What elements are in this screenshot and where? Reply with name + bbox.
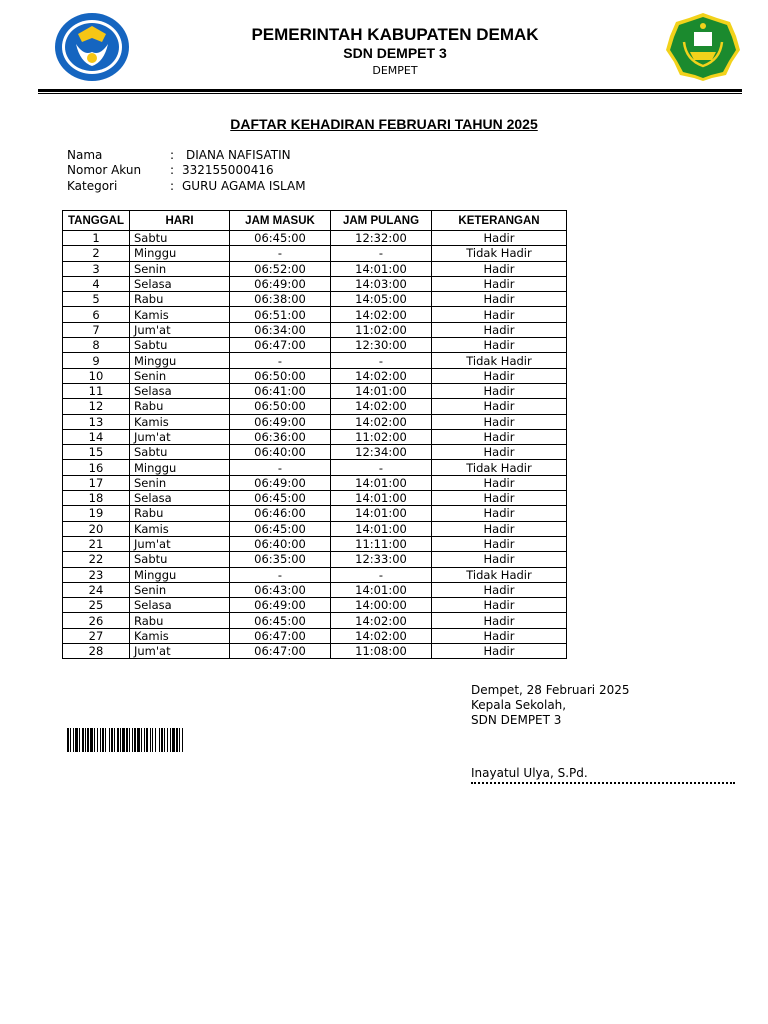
cell-date: 20: [63, 521, 130, 536]
cell-date: 12: [63, 399, 130, 414]
barcode-bar: [117, 728, 119, 752]
barcode-bar: [94, 728, 95, 752]
cell-date: 17: [63, 475, 130, 490]
cell-time-in: 06:52:00: [230, 261, 331, 276]
info-colon: :: [170, 163, 175, 177]
cell-time-in: 06:41:00: [230, 383, 331, 398]
cell-time-out: -: [331, 460, 432, 475]
barcode-bar: [87, 728, 89, 752]
table-row: [63, 460, 567, 475]
table-row: [63, 399, 567, 414]
cell-date: 9: [63, 353, 130, 368]
column-header: JAM MASUK: [230, 211, 331, 231]
cell-date: 8: [63, 338, 130, 353]
header-government-name: PEMERINTAH KABUPATEN DEMAK: [251, 25, 539, 44]
cell-status: Hadir: [432, 644, 567, 659]
cell-time-out: 14:03:00: [331, 276, 432, 291]
barcode-bar: [82, 728, 84, 752]
table-row: [63, 536, 567, 551]
table-row: [63, 521, 567, 536]
cell-time-out: 12:33:00: [331, 552, 432, 567]
cell-time-out: 14:01:00: [331, 491, 432, 506]
cell-status: Hadir: [432, 475, 567, 490]
cell-status: Hadir: [432, 399, 567, 414]
barcode-bar: [67, 728, 69, 752]
cell-day: Jum'at: [130, 429, 230, 444]
cell-status: Hadir: [432, 429, 567, 444]
info-label: Nama: [67, 148, 103, 162]
cell-time-out: 14:02:00: [331, 613, 432, 628]
cell-time-out: -: [331, 353, 432, 368]
barcode-bar: [73, 728, 74, 752]
cell-date: 5: [63, 292, 130, 307]
cell-time-in: 06:50:00: [230, 399, 331, 414]
cell-time-in: 06:43:00: [230, 582, 331, 597]
cell-status: Hadir: [432, 276, 567, 291]
barcode-bar: [167, 728, 168, 752]
cell-status: Hadir: [432, 307, 567, 322]
table-row: [63, 445, 567, 460]
table-row: [63, 261, 567, 276]
table-row: [63, 567, 567, 582]
cell-time-in: 06:45:00: [230, 613, 331, 628]
cell-status: Hadir: [432, 383, 567, 398]
cell-status: Hadir: [432, 506, 567, 521]
table-row: [63, 307, 567, 322]
cell-time-out: 14:05:00: [331, 292, 432, 307]
cell-date: 14: [63, 429, 130, 444]
cell-status: Hadir: [432, 613, 567, 628]
header-divider-thin: [38, 93, 742, 94]
cell-time-out: 14:01:00: [331, 383, 432, 398]
cell-date: 4: [63, 276, 130, 291]
cell-time-out: 12:34:00: [331, 445, 432, 460]
cell-time-in: -: [230, 353, 331, 368]
barcode-bar: [152, 728, 153, 752]
barcode-bar: [114, 728, 115, 752]
cell-date: 2: [63, 246, 130, 261]
cell-day: Minggu: [130, 246, 230, 261]
barcode-bar: [134, 728, 136, 752]
cell-time-in: 06:50:00: [230, 368, 331, 383]
cell-status: Tidak Hadir: [432, 567, 567, 582]
table-row: [63, 322, 567, 337]
table-row: [63, 338, 567, 353]
table-row: [63, 246, 567, 261]
cell-day: Kamis: [130, 307, 230, 322]
table-row: [63, 582, 567, 597]
kemenag-logo: [664, 12, 742, 82]
cell-status: Hadir: [432, 536, 567, 551]
column-header: HARI: [130, 211, 230, 231]
cell-time-out: 11:02:00: [331, 322, 432, 337]
barcode-bar: [179, 728, 180, 752]
column-header: TANGGAL: [63, 211, 130, 231]
cell-time-in: 06:40:00: [230, 536, 331, 551]
cell-time-out: -: [331, 246, 432, 261]
cell-time-out: 14:01:00: [331, 475, 432, 490]
info-label: Nomor Akun: [67, 163, 142, 177]
signature-name: Inayatul Ulya, S.Pd.: [471, 766, 588, 780]
cell-time-in: 06:49:00: [230, 598, 331, 613]
barcode-bar: [79, 728, 80, 752]
cell-day: Selasa: [130, 598, 230, 613]
cell-status: Hadir: [432, 338, 567, 353]
cell-time-out: 12:30:00: [331, 338, 432, 353]
cell-date: 15: [63, 445, 130, 460]
cell-day: Jum'at: [130, 536, 230, 551]
cell-time-out: 14:02:00: [331, 368, 432, 383]
barcode-bar: [176, 728, 178, 752]
cell-time-in: 06:47:00: [230, 338, 331, 353]
cell-date: 26: [63, 613, 130, 628]
cell-time-in: 06:47:00: [230, 628, 331, 643]
info-colon: :: [170, 179, 175, 193]
cell-day: Rabu: [130, 399, 230, 414]
signature-place-date: Dempet, 28 Februari 2025: [471, 683, 630, 697]
cell-day: Minggu: [130, 353, 230, 368]
cell-date: 11: [63, 383, 130, 398]
barcode-bar: [90, 728, 93, 752]
barcode-bar: [122, 728, 125, 752]
cell-time-in: 06:49:00: [230, 276, 331, 291]
cell-time-in: 06:47:00: [230, 644, 331, 659]
cell-date: 21: [63, 536, 130, 551]
header-divider-thick: [38, 89, 742, 92]
barcode-bar: [75, 728, 78, 752]
cell-day: Selasa: [130, 276, 230, 291]
barcode-bar: [111, 728, 113, 752]
cell-day: Kamis: [130, 628, 230, 643]
cell-time-in: 06:45:00: [230, 231, 331, 246]
table-row: [63, 353, 567, 368]
cell-status: Hadir: [432, 598, 567, 613]
cell-date: 25: [63, 598, 130, 613]
info-label: Kategori: [67, 179, 118, 193]
cell-time-in: 06:35:00: [230, 552, 331, 567]
cell-time-in: 06:34:00: [230, 322, 331, 337]
cell-date: 28: [63, 644, 130, 659]
barcode-bar: [172, 728, 175, 752]
cell-day: Senin: [130, 475, 230, 490]
table-row: [63, 628, 567, 643]
cell-status: Hadir: [432, 552, 567, 567]
tut-wuri-handayani-logo: [54, 12, 130, 82]
attendance-table: [62, 210, 567, 659]
column-header: KETERANGAN: [432, 211, 567, 231]
barcode-bar: [85, 728, 86, 752]
cell-day: Minggu: [130, 567, 230, 582]
cell-day: Senin: [130, 261, 230, 276]
info-value: 332155000416: [182, 163, 274, 177]
cell-time-in: 06:45:00: [230, 521, 331, 536]
barcode-bar: [100, 728, 101, 752]
barcode-bar: [120, 728, 121, 752]
cell-status: Hadir: [432, 582, 567, 597]
info-colon: :: [170, 148, 175, 162]
cell-time-in: -: [230, 460, 331, 475]
barcode-bar: [137, 728, 140, 752]
cell-time-in: 06:46:00: [230, 506, 331, 521]
header-location: DEMPET: [372, 64, 418, 77]
cell-time-out: 14:02:00: [331, 414, 432, 429]
cell-date: 22: [63, 552, 130, 567]
barcode-bar: [132, 728, 133, 752]
cell-date: 16: [63, 460, 130, 475]
cell-date: 6: [63, 307, 130, 322]
table-row: [63, 598, 567, 613]
cell-day: Sabtu: [130, 445, 230, 460]
info-value: GURU AGAMA ISLAM: [182, 179, 306, 193]
cell-day: Rabu: [130, 292, 230, 307]
table-row: [63, 552, 567, 567]
cell-status: Hadir: [432, 491, 567, 506]
signature-school: SDN DEMPET 3: [471, 713, 562, 727]
cell-time-out: 11:11:00: [331, 536, 432, 551]
cell-time-in: 06:38:00: [230, 292, 331, 307]
cell-day: Selasa: [130, 491, 230, 506]
cell-time-out: 12:32:00: [331, 231, 432, 246]
cell-status: Hadir: [432, 368, 567, 383]
table-body: [63, 231, 567, 659]
cell-time-out: 14:01:00: [331, 582, 432, 597]
barcode-bar: [109, 728, 110, 752]
barcode-bar: [164, 728, 165, 752]
cell-time-out: 14:02:00: [331, 307, 432, 322]
cell-date: 3: [63, 261, 130, 276]
table-row: [63, 292, 567, 307]
cell-date: 19: [63, 506, 130, 521]
table-row: [63, 644, 567, 659]
cell-day: Minggu: [130, 460, 230, 475]
cell-time-out: 14:01:00: [331, 521, 432, 536]
table-row: [63, 506, 567, 521]
cell-date: 10: [63, 368, 130, 383]
table-row: [63, 383, 567, 398]
table-row: [63, 368, 567, 383]
cell-date: 7: [63, 322, 130, 337]
info-value: DIANA NAFISATIN: [186, 148, 291, 162]
barcode-bar: [155, 728, 156, 752]
column-header: JAM PULANG: [331, 211, 432, 231]
cell-day: Selasa: [130, 383, 230, 398]
barcode-bar: [102, 728, 104, 752]
cell-status: Hadir: [432, 292, 567, 307]
table-row: [63, 491, 567, 506]
cell-day: Jum'at: [130, 322, 230, 337]
barcode-bar: [144, 728, 145, 752]
cell-day: Rabu: [130, 613, 230, 628]
cell-time-in: -: [230, 246, 331, 261]
cell-status: Hadir: [432, 445, 567, 460]
cell-day: Jum'at: [130, 644, 230, 659]
cell-status: Hadir: [432, 521, 567, 536]
cell-time-out: -: [331, 567, 432, 582]
cell-day: Sabtu: [130, 338, 230, 353]
cell-date: 24: [63, 582, 130, 597]
cell-date: 27: [63, 628, 130, 643]
signature-dotted-line: [471, 782, 735, 784]
cell-time-out: 11:08:00: [331, 644, 432, 659]
barcode: [67, 728, 256, 752]
barcode-bar: [126, 728, 128, 752]
table-header-row: [63, 211, 567, 231]
cell-status: Hadir: [432, 628, 567, 643]
cell-time-out: 14:02:00: [331, 628, 432, 643]
cell-date: 18: [63, 491, 130, 506]
signature-role: Kepala Sekolah,: [471, 698, 567, 712]
barcode-bar: [97, 728, 98, 752]
cell-date: 23: [63, 567, 130, 582]
cell-time-in: 06:49:00: [230, 414, 331, 429]
document-title: DAFTAR KEHADIRAN FEBRUARI TAHUN 2025: [230, 116, 538, 132]
barcode-bar: [70, 728, 71, 752]
table-row: [63, 276, 567, 291]
cell-time-out: 14:01:00: [331, 261, 432, 276]
table-row: [63, 414, 567, 429]
cell-time-out: 14:00:00: [331, 598, 432, 613]
cell-time-in: 06:45:00: [230, 491, 331, 506]
barcode-bar: [105, 728, 106, 752]
cell-time-in: 06:51:00: [230, 307, 331, 322]
cell-status: Hadir: [432, 231, 567, 246]
barcode-bar: [129, 728, 130, 752]
header-school-name: SDN DEMPET 3: [343, 45, 447, 61]
cell-status: Hadir: [432, 414, 567, 429]
barcode-bar: [150, 728, 151, 752]
cell-day: Sabtu: [130, 552, 230, 567]
barcode-bar: [170, 728, 171, 752]
table-row: [63, 475, 567, 490]
cell-day: Kamis: [130, 414, 230, 429]
barcode-bar: [182, 728, 183, 752]
barcode-bar: [141, 728, 142, 752]
cell-time-in: -: [230, 567, 331, 582]
barcode-bar: [146, 728, 148, 752]
cell-day: Senin: [130, 582, 230, 597]
cell-status: Hadir: [432, 322, 567, 337]
cell-status: Tidak Hadir: [432, 353, 567, 368]
cell-time-in: 06:36:00: [230, 429, 331, 444]
barcode-bar: [159, 728, 160, 752]
cell-day: Sabtu: [130, 231, 230, 246]
cell-time-in: 06:40:00: [230, 445, 331, 460]
barcode-bar: [161, 728, 163, 752]
cell-time-out: 14:02:00: [331, 399, 432, 414]
cell-day: Rabu: [130, 506, 230, 521]
cell-day: Kamis: [130, 521, 230, 536]
table-row: [63, 429, 567, 444]
cell-status: Tidak Hadir: [432, 460, 567, 475]
cell-time-in: 06:49:00: [230, 475, 331, 490]
cell-status: Hadir: [432, 261, 567, 276]
table-row: [63, 613, 567, 628]
cell-time-out: 14:01:00: [331, 506, 432, 521]
cell-day: Senin: [130, 368, 230, 383]
cell-time-out: 11:02:00: [331, 429, 432, 444]
cell-date: 13: [63, 414, 130, 429]
cell-date: 1: [63, 231, 130, 246]
table-row: [63, 231, 567, 246]
cell-status: Tidak Hadir: [432, 246, 567, 261]
